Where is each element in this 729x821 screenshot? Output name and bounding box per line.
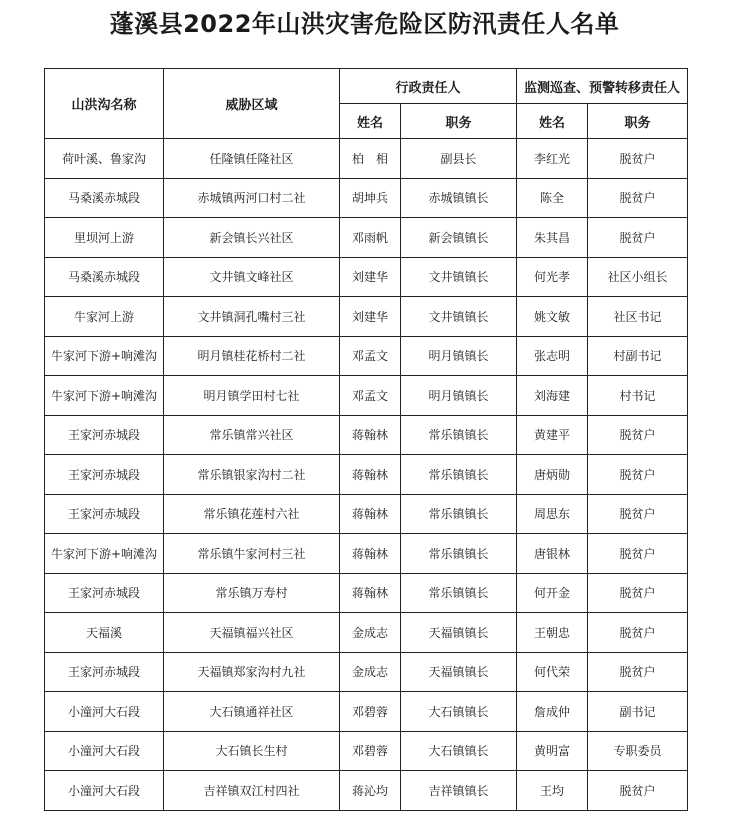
gully-cell: 王家河赤城段: [45, 455, 164, 495]
gully-cell: 里坝河上游: [45, 218, 164, 258]
area-cell: 文井镇文峰社区: [164, 257, 340, 297]
table-row: [45, 257, 688, 297]
gully-cell: 牛家河下游+响滩沟: [45, 534, 164, 574]
monitor-title-cell: 脱贫户: [588, 415, 688, 455]
admin-name-cell: 刘建华: [340, 297, 401, 337]
gully-cell: 小潼河大石段: [45, 692, 164, 732]
area-cell: 常乐镇万寿村: [164, 573, 340, 613]
admin-title-cell: 常乐镇镇长: [401, 573, 517, 613]
monitor-title-cell: 脱贫户: [588, 534, 688, 574]
area-cell: 新会镇长兴社区: [164, 218, 340, 258]
table-row: [45, 771, 688, 811]
gully-cell: 王家河赤城段: [45, 415, 164, 455]
monitor-title-cell: 脱贫户: [588, 652, 688, 692]
admin-title-cell: 天福镇镇长: [401, 613, 517, 653]
header-admin-name: 姓名: [340, 104, 401, 139]
area-cell: 天福镇福兴社区: [164, 613, 340, 653]
table-row: [45, 376, 688, 416]
table-row: [45, 139, 688, 179]
table-row: [45, 731, 688, 771]
gully-cell: 小潼河大石段: [45, 771, 164, 811]
gully-cell: 王家河赤城段: [45, 494, 164, 534]
gully-cell: 牛家河下游+响滩沟: [45, 376, 164, 416]
admin-name-cell: 柏 相: [340, 139, 401, 179]
monitor-title-cell: 脱贫户: [588, 178, 688, 218]
table-row: [45, 455, 688, 495]
monitor-name-cell: 何开金: [517, 573, 588, 613]
monitor-title-cell: 脱贫户: [588, 455, 688, 495]
admin-title-cell: 赤城镇镇长: [401, 178, 517, 218]
admin-name-cell: 刘建华: [340, 257, 401, 297]
area-cell: 文井镇洞孔嘴村三社: [164, 297, 340, 337]
monitor-name-cell: 张志明: [517, 336, 588, 376]
monitor-title-cell: 脱贫户: [588, 139, 688, 179]
header-monitor-group: 监测巡查、预警转移责任人: [517, 69, 688, 104]
gully-cell: 荷叶溪、鲁家沟: [45, 139, 164, 179]
header-monitor-name: 姓名: [517, 104, 588, 139]
monitor-title-cell: 专职委员: [588, 731, 688, 771]
table-row: [45, 613, 688, 653]
header-row-1: [45, 69, 688, 104]
monitor-name-cell: 朱其昌: [517, 218, 588, 258]
admin-name-cell: 蒋翰林: [340, 573, 401, 613]
admin-title-cell: 明月镇镇长: [401, 376, 517, 416]
document-title: 蓬溪县2022年山洪灾害危险区防汛责任人名单: [109, 10, 620, 38]
area-cell: 常乐镇牛家河村三社: [164, 534, 340, 574]
table-row: [45, 652, 688, 692]
gully-cell: 天福溪: [45, 613, 164, 653]
admin-title-cell: 天福镇镇长: [401, 652, 517, 692]
admin-name-cell: 邓孟文: [340, 376, 401, 416]
table-body: [45, 139, 688, 811]
admin-name-cell: 胡坤兵: [340, 178, 401, 218]
admin-name-cell: 蒋翰林: [340, 415, 401, 455]
area-cell: 明月镇学田村七社: [164, 376, 340, 416]
admin-name-cell: 邓碧蓉: [340, 731, 401, 771]
admin-name-cell: 邓雨帆: [340, 218, 401, 258]
table-row: [45, 218, 688, 258]
admin-title-cell: 大石镇镇长: [401, 731, 517, 771]
monitor-title-cell: 脱贫户: [588, 771, 688, 811]
monitor-name-cell: 何光孝: [517, 257, 588, 297]
monitor-title-cell: 村副书记: [588, 336, 688, 376]
header-threat-area: 威胁区域: [164, 69, 340, 139]
gully-cell: 马桑溪赤城段: [45, 178, 164, 218]
table-row: [45, 573, 688, 613]
admin-title-cell: 吉祥镇镇长: [401, 771, 517, 811]
admin-name-cell: 邓孟文: [340, 336, 401, 376]
area-cell: 任隆镇任隆社区: [164, 139, 340, 179]
gully-cell: 小潼河大石段: [45, 731, 164, 771]
admin-title-cell: 文井镇镇长: [401, 297, 517, 337]
monitor-title-cell: 脱贫户: [588, 573, 688, 613]
admin-name-cell: 蒋沁均: [340, 771, 401, 811]
monitor-name-cell: 詹成仲: [517, 692, 588, 732]
monitor-name-cell: 黄建平: [517, 415, 588, 455]
area-cell: 赤城镇两河口村二社: [164, 178, 340, 218]
table-row: [45, 178, 688, 218]
monitor-title-cell: 社区小组长: [588, 257, 688, 297]
monitor-name-cell: 周思东: [517, 494, 588, 534]
admin-title-cell: 大石镇镇长: [401, 692, 517, 732]
gully-cell: 王家河赤城段: [45, 652, 164, 692]
monitor-title-cell: 脱贫户: [588, 613, 688, 653]
admin-title-cell: 文井镇镇长: [401, 257, 517, 297]
area-cell: 常乐镇常兴社区: [164, 415, 340, 455]
gully-cell: 牛家河上游: [45, 297, 164, 337]
area-cell: 天福镇郑家沟村九社: [164, 652, 340, 692]
admin-title-cell: 明月镇镇长: [401, 336, 517, 376]
monitor-title-cell: 村书记: [588, 376, 688, 416]
admin-title-cell: 副县长: [401, 139, 517, 179]
admin-title-cell: 常乐镇镇长: [401, 455, 517, 495]
gully-cell: 王家河赤城段: [45, 573, 164, 613]
monitor-name-cell: 唐炳勋: [517, 455, 588, 495]
admin-name-cell: 蒋翰林: [340, 455, 401, 495]
admin-title-cell: 常乐镇镇长: [401, 494, 517, 534]
admin-name-cell: 金成志: [340, 652, 401, 692]
monitor-name-cell: 陈全: [517, 178, 588, 218]
monitor-name-cell: 刘海建: [517, 376, 588, 416]
monitor-name-cell: 姚文敏: [517, 297, 588, 337]
header-monitor-position: 职务: [588, 104, 688, 139]
table-row: [45, 534, 688, 574]
monitor-name-cell: 李红光: [517, 139, 588, 179]
table-row: [45, 336, 688, 376]
admin-title-cell: 常乐镇镇长: [401, 415, 517, 455]
area-cell: 大石镇长生村: [164, 731, 340, 771]
monitor-name-cell: 何代荣: [517, 652, 588, 692]
admin-title-cell: 新会镇镇长: [401, 218, 517, 258]
area-cell: 常乐镇花莲村六社: [164, 494, 340, 534]
area-cell: 吉祥镇双江村四社: [164, 771, 340, 811]
header-admin-group: 行政责任人: [340, 69, 517, 104]
monitor-title-cell: 脱贫户: [588, 218, 688, 258]
table-row: [45, 297, 688, 337]
monitor-name-cell: 王朝忠: [517, 613, 588, 653]
admin-title-cell: 常乐镇镇长: [401, 534, 517, 574]
monitor-name-cell: 唐银林: [517, 534, 588, 574]
area-cell: 常乐镇银家沟村二社: [164, 455, 340, 495]
admin-name-cell: 蒋翰林: [340, 534, 401, 574]
table-row: [45, 494, 688, 534]
table-row: [45, 692, 688, 732]
admin-name-cell: 蒋翰林: [340, 494, 401, 534]
admin-name-cell: 金成志: [340, 613, 401, 653]
monitor-name-cell: 黄明富: [517, 731, 588, 771]
header-gully-name: 山洪沟名称: [45, 69, 164, 139]
monitor-title-cell: 社区书记: [588, 297, 688, 337]
admin-name-cell: 邓碧蓉: [340, 692, 401, 732]
monitor-title-cell: 副书记: [588, 692, 688, 732]
table-row: [45, 415, 688, 455]
monitor-name-cell: 王均: [517, 771, 588, 811]
header-admin-position: 职务: [401, 104, 517, 139]
gully-cell: 牛家河下游+响滩沟: [45, 336, 164, 376]
area-cell: 明月镇桂花桥村二社: [164, 336, 340, 376]
monitor-title-cell: 脱贫户: [588, 494, 688, 534]
responsibility-table: [44, 68, 688, 811]
gully-cell: 马桑溪赤城段: [45, 257, 164, 297]
area-cell: 大石镇通祥社区: [164, 692, 340, 732]
